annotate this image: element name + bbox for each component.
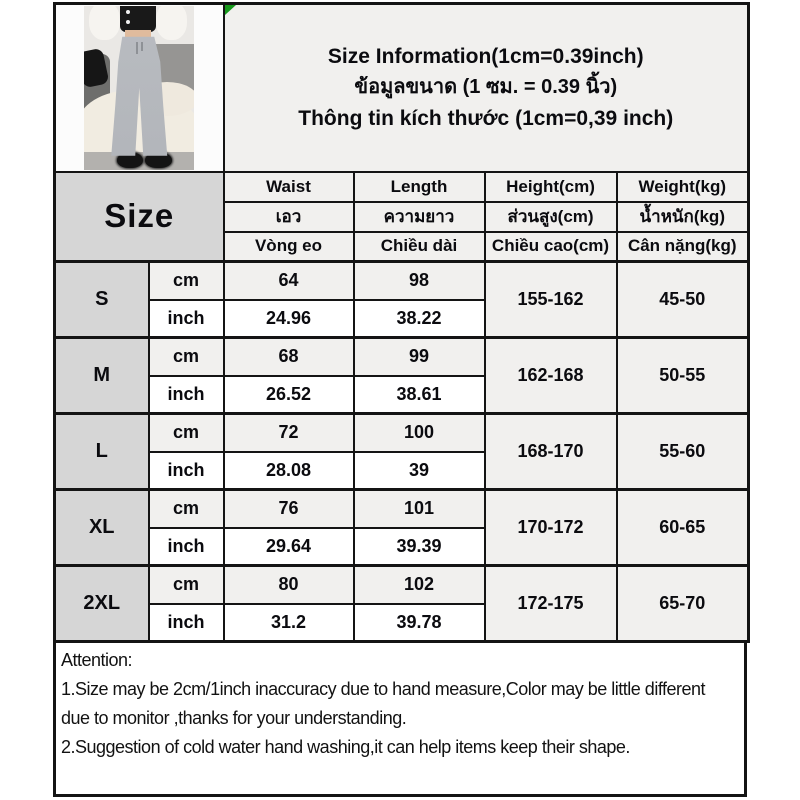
length-cm-value: 101 xyxy=(354,490,485,528)
waist-cm-value: 68 xyxy=(224,338,354,376)
unit-cm-label: cm xyxy=(149,490,224,528)
height-range: 172-175 xyxy=(485,566,617,642)
size-table xyxy=(53,2,750,643)
height-range: 168-170 xyxy=(485,414,617,490)
unit-inch-label: inch xyxy=(149,528,224,566)
product-photo xyxy=(84,6,194,170)
attention-item-1: 1.Size may be 2cm/1inch inaccuracy due to hand measure,Color may be little different due to monitor ,thanks for your understanding. xyxy=(61,679,706,728)
pants-drawstring xyxy=(141,42,143,51)
attention-item-2: 2.Suggestion of cold water hand washing,it can help items keep their shape. xyxy=(61,737,630,757)
size-label-s: S xyxy=(55,262,149,338)
weight-range: 55-60 xyxy=(617,414,749,490)
photo-left-sleeve xyxy=(89,6,120,40)
waist-inch-value: 29.64 xyxy=(224,528,354,566)
weight-range: 60-65 xyxy=(617,490,749,566)
height-range: 162-168 xyxy=(485,338,617,414)
size-label-m: M xyxy=(55,338,149,414)
vest-button xyxy=(126,20,130,24)
waist-cm-value: 80 xyxy=(224,566,354,604)
green-corner-flag-icon xyxy=(225,5,236,15)
header-height-th: ส่วนสูง(cm) xyxy=(485,202,617,232)
photo-right-sleeve xyxy=(156,6,187,40)
weight-range: 45-50 xyxy=(617,262,749,338)
header-waist-vi: Vòng eo xyxy=(224,232,354,262)
title-vietnamese: Thông tin kích thước (1cm=0,39 inch) xyxy=(298,107,674,131)
header-waist-en: Waist xyxy=(224,172,354,202)
weight-range: 50-55 xyxy=(617,338,749,414)
waist-cm-value: 76 xyxy=(224,490,354,528)
header-height-vi: Chiều cao(cm) xyxy=(485,232,617,262)
size-label-2xl: 2XL xyxy=(55,566,149,642)
title-thai: ข้อมูลขนาด (1 ซม. = 0.39 นิ้ว) xyxy=(354,76,618,99)
unit-inch-label: inch xyxy=(149,604,224,642)
length-inch-value: 39.78 xyxy=(354,604,485,642)
vest-button xyxy=(126,10,130,14)
unit-cm-label: cm xyxy=(149,414,224,452)
unit-cm-label: cm xyxy=(149,338,224,376)
unit-inch-label: inch xyxy=(149,376,224,414)
waist-inch-value: 31.2 xyxy=(224,604,354,642)
weight-range: 65-70 xyxy=(617,566,749,642)
length-inch-value: 39.39 xyxy=(354,528,485,566)
header-weight-vi: Cân nặng(kg) xyxy=(617,232,749,262)
length-inch-value: 39 xyxy=(354,452,485,490)
size-label-l: L xyxy=(55,414,149,490)
unit-inch-label: inch xyxy=(149,452,224,490)
photo-black-vest xyxy=(120,6,156,32)
length-cm-value: 102 xyxy=(354,566,485,604)
header-height-en: Height(cm) xyxy=(485,172,617,202)
header-length-th: ความยาว xyxy=(354,202,485,232)
size-header: Size xyxy=(55,172,224,262)
attention-heading: Attention: xyxy=(61,650,133,670)
header-weight-en: Weight(kg) xyxy=(617,172,749,202)
length-cm-value: 100 xyxy=(354,414,485,452)
length-inch-value: 38.61 xyxy=(354,376,485,414)
attention-note-box xyxy=(53,640,747,797)
length-inch-value: 38.22 xyxy=(354,300,485,338)
waist-cm-value: 64 xyxy=(224,262,354,300)
waist-inch-value: 24.96 xyxy=(224,300,354,338)
height-range: 155-162 xyxy=(485,262,617,338)
header-weight-th: น้ำหนัก(kg) xyxy=(617,202,749,232)
length-cm-value: 98 xyxy=(354,262,485,300)
title-cell xyxy=(224,4,749,172)
header-waist-th: เอว xyxy=(224,202,354,232)
product-photo-cell xyxy=(55,4,224,172)
waist-inch-value: 26.52 xyxy=(224,376,354,414)
photo-black-pillow xyxy=(84,47,109,88)
height-range: 170-172 xyxy=(485,490,617,566)
size-label-xl: XL xyxy=(55,490,149,566)
pants-drawstring xyxy=(136,42,138,54)
header-length-vi: Chiều dài xyxy=(354,232,485,262)
length-cm-value: 99 xyxy=(354,338,485,376)
size-chart-sheet xyxy=(53,2,747,797)
unit-cm-label: cm xyxy=(149,566,224,604)
waist-cm-value: 72 xyxy=(224,414,354,452)
waist-inch-value: 28.08 xyxy=(224,452,354,490)
unit-cm-label: cm xyxy=(149,262,224,300)
title-english: Size Information(1cm=0.39inch) xyxy=(327,45,644,69)
unit-inch-label: inch xyxy=(149,300,224,338)
header-length-en: Length xyxy=(354,172,485,202)
